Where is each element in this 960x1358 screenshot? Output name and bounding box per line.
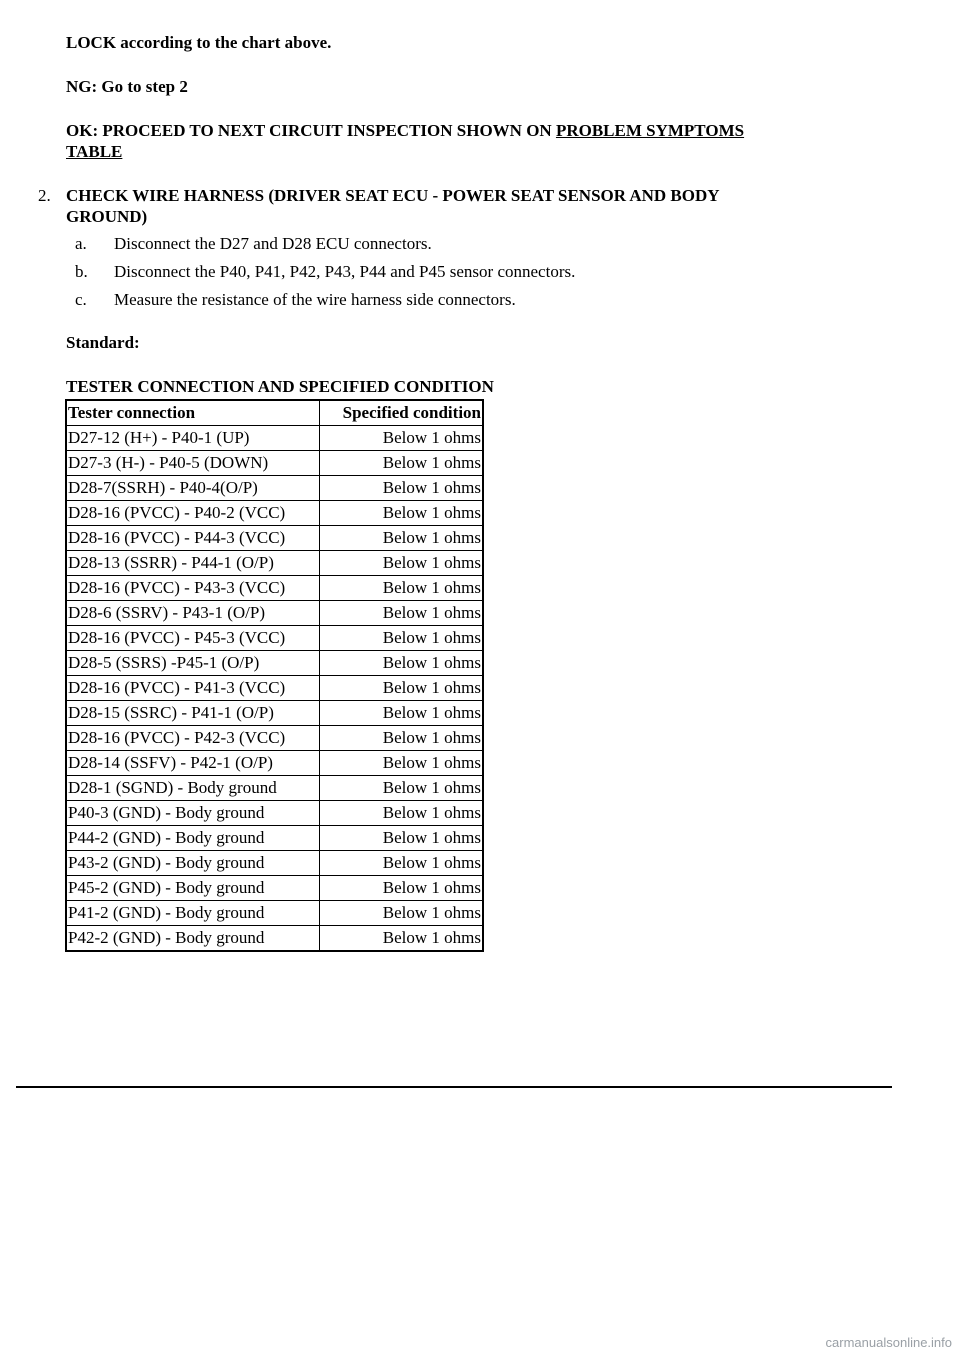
table-row bbox=[66, 826, 483, 851]
table-row bbox=[66, 751, 483, 776]
cell-specified-condition: Below 1 ohms bbox=[320, 751, 484, 776]
cell-tester-connection: D28-7(SSRH) - P40-4(O/P) bbox=[66, 476, 320, 501]
cell-specified-condition: Below 1 ohms bbox=[320, 451, 484, 476]
cell-tester-connection: P44-2 (GND) - Body ground bbox=[66, 826, 320, 851]
cell-tester-connection: P42-2 (GND) - Body ground bbox=[66, 926, 320, 952]
table-row bbox=[66, 601, 483, 626]
cell-tester-connection: D28-16 (PVCC) - P41-3 (VCC) bbox=[66, 676, 320, 701]
table-row bbox=[66, 676, 483, 701]
cell-tester-connection: D28-1 (SGND) - Body ground bbox=[66, 776, 320, 801]
cell-tester-connection: D28-16 (PVCC) - P40-2 (VCC) bbox=[66, 501, 320, 526]
cell-specified-condition: Below 1 ohms bbox=[320, 426, 484, 451]
cell-specified-condition: Below 1 ohms bbox=[320, 701, 484, 726]
cell-specified-condition: Below 1 ohms bbox=[320, 826, 484, 851]
substep-letter: b. bbox=[75, 262, 88, 281]
cell-specified-condition: Below 1 ohms bbox=[320, 676, 484, 701]
cell-tester-connection: D28-16 (PVCC) - P44-3 (VCC) bbox=[66, 526, 320, 551]
step-title-line2: GROUND) bbox=[66, 207, 148, 226]
step-title-line1: CHECK WIRE HARNESS (DRIVER SEAT ECU - POWER SEAT SENSOR AND BODY bbox=[66, 186, 720, 205]
cell-tester-connection: D28-16 (PVCC) - P43-3 (VCC) bbox=[66, 576, 320, 601]
table-row bbox=[66, 801, 483, 826]
substep-text: Disconnect the D27 and D28 ECU connectors. bbox=[114, 234, 432, 253]
cell-tester-connection: D28-15 (SSRC) - P41-1 (O/P) bbox=[66, 701, 320, 726]
standard-label: Standard: bbox=[66, 333, 140, 352]
ok-instruction bbox=[66, 120, 744, 142]
table-row bbox=[66, 576, 483, 601]
table-row bbox=[66, 851, 483, 876]
cell-specified-condition: Below 1 ohms bbox=[320, 801, 484, 826]
spec-table-body bbox=[66, 426, 483, 952]
substep-b bbox=[75, 261, 575, 283]
substep-a bbox=[75, 233, 432, 255]
table-row bbox=[66, 926, 483, 952]
substep-text: Disconnect the P40, P41, P42, P43, P44 and P45 sensor connectors. bbox=[114, 262, 576, 281]
step-number: 2. bbox=[38, 186, 51, 205]
table-row bbox=[66, 526, 483, 551]
cell-tester-connection: D28-16 (PVCC) - P45-3 (VCC) bbox=[66, 626, 320, 651]
cell-tester-connection: D28-6 (SSRV) - P43-1 (O/P) bbox=[66, 601, 320, 626]
cell-specified-condition: Below 1 ohms bbox=[320, 626, 484, 651]
intro-line: LOCK according to the chart above. bbox=[66, 33, 332, 52]
cell-specified-condition: Below 1 ohms bbox=[320, 726, 484, 751]
cell-specified-condition: Below 1 ohms bbox=[320, 651, 484, 676]
substep-letter: c. bbox=[75, 290, 87, 309]
spec-table bbox=[65, 399, 484, 952]
cell-specified-condition: Below 1 ohms bbox=[320, 776, 484, 801]
cell-specified-condition: Below 1 ohms bbox=[320, 501, 484, 526]
table-row bbox=[66, 876, 483, 901]
table-row bbox=[66, 651, 483, 676]
cell-tester-connection: P45-2 (GND) - Body ground bbox=[66, 876, 320, 901]
cell-tester-connection: D28-16 (PVCC) - P42-3 (VCC) bbox=[66, 726, 320, 751]
page-divider bbox=[16, 1086, 892, 1088]
watermark: carmanualsonline.info bbox=[825, 1335, 952, 1350]
table-row bbox=[66, 776, 483, 801]
table-row bbox=[66, 901, 483, 926]
substep-text: Measure the resistance of the wire harness side connectors. bbox=[114, 290, 516, 309]
table-row bbox=[66, 451, 483, 476]
table-row bbox=[66, 476, 483, 501]
ng-instruction: NG: Go to step 2 bbox=[66, 77, 188, 96]
cell-tester-connection: D28-5 (SSRS) -P45-1 (O/P) bbox=[66, 651, 320, 676]
table-header-row bbox=[66, 400, 483, 426]
cell-specified-condition: Below 1 ohms bbox=[320, 851, 484, 876]
substep-c bbox=[75, 289, 516, 311]
ok-prefix: OK: PROCEED TO NEXT CIRCUIT INSPECTION SHOWN ON bbox=[66, 121, 556, 140]
cell-tester-connection: D27-3 (H-) - P40-5 (DOWN) bbox=[66, 451, 320, 476]
cell-tester-connection: D27-12 (H+) - P40-1 (UP) bbox=[66, 426, 320, 451]
substep-letter: a. bbox=[75, 234, 87, 253]
table-row bbox=[66, 626, 483, 651]
table-title: TESTER CONNECTION AND SPECIFIED CONDITION bbox=[66, 377, 494, 396]
cell-tester-connection: P43-2 (GND) - Body ground bbox=[66, 851, 320, 876]
header-tester-connection: Tester connection bbox=[66, 400, 320, 426]
cell-specified-condition: Below 1 ohms bbox=[320, 576, 484, 601]
table-row bbox=[66, 726, 483, 751]
cell-tester-connection: D28-14 (SSFV) - P42-1 (O/P) bbox=[66, 751, 320, 776]
header-specified-condition: Specified condition bbox=[320, 400, 484, 426]
cell-specified-condition: Below 1 ohms bbox=[320, 601, 484, 626]
problem-symptoms-link[interactable]: PROBLEM SYMPTOMS bbox=[555, 121, 745, 140]
cell-specified-condition: Below 1 ohms bbox=[320, 476, 484, 501]
table-row bbox=[66, 551, 483, 576]
cell-specified-condition: Below 1 ohms bbox=[320, 926, 484, 952]
table-row bbox=[66, 501, 483, 526]
cell-tester-connection: D28-13 (SSRR) - P44-1 (O/P) bbox=[66, 551, 320, 576]
cell-specified-condition: Below 1 ohms bbox=[320, 876, 484, 901]
table-row bbox=[66, 426, 483, 451]
cell-specified-condition: Below 1 ohms bbox=[320, 526, 484, 551]
cell-specified-condition: Below 1 ohms bbox=[320, 551, 484, 576]
cell-tester-connection: P41-2 (GND) - Body ground bbox=[66, 901, 320, 926]
cell-tester-connection: P40-3 (GND) - Body ground bbox=[66, 801, 320, 826]
problem-symptoms-link-cont[interactable]: TABLE bbox=[66, 142, 123, 161]
cell-specified-condition: Below 1 ohms bbox=[320, 901, 484, 926]
table-row bbox=[66, 701, 483, 726]
